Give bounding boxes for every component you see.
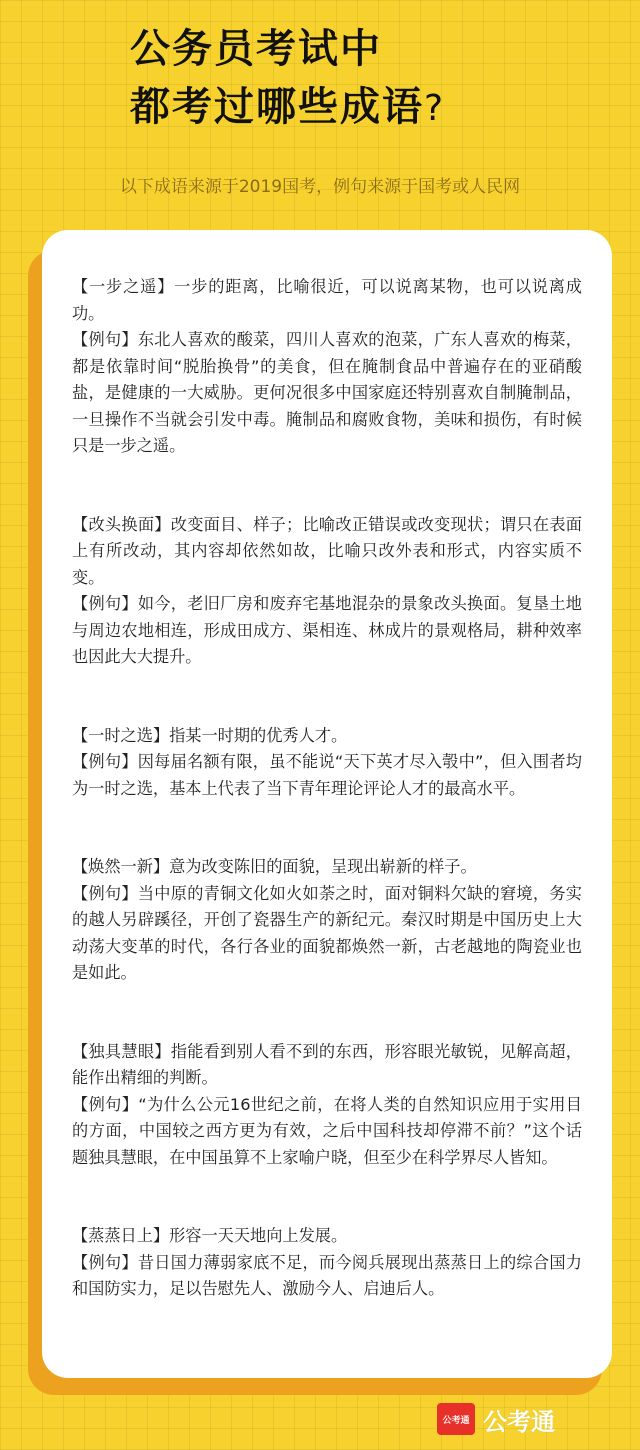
idiom-entry-5 <box>72 1039 582 1172</box>
title-line-2 <box>130 78 445 138</box>
idiom-entry-3 <box>72 723 582 803</box>
title-question-mark: ? <box>424 88 446 129</box>
idiom-example: 【例句】如今，老旧厂房和废弃宅基地混杂的景象改头换面。复垦土地与周边农地相连，形成田成方、渠相连、林成片的景观格局，耕种效率也因此大大提升。 <box>72 594 582 666</box>
idiom-entry-4 <box>72 854 582 987</box>
idiom-definition: 【一时之选】指某一时期的优秀人才。 <box>72 725 348 745</box>
idiom-definition: 【焕然一新】意为改变陈旧的面貌，呈现出崭新的样子。 <box>72 857 477 876</box>
brand-logo <box>437 1402 555 1436</box>
idiom-definition: 【蒸蒸日上】形容一天天地向上发展。 <box>72 1226 348 1245</box>
brand-name: 公考通 <box>483 1407 555 1436</box>
idiom-entry-2 <box>72 512 582 671</box>
idiom-definition: 【独具慧眼】指能看到别人看不到的东西，形容眼光敏锐，见解高超，能作出精细的判断。 <box>72 1041 582 1087</box>
subtitle: 以下成语来源于2019国考，例句来源于国考或人民网 <box>119 177 521 197</box>
page-title <box>130 20 445 138</box>
idiom-example: 【例句】东北人喜欢的酸菜，四川人喜欢的泡菜，广东人喜欢的梅菜，都是依靠时间“脱胎换骨”的美食，但在腌制食品中普遍存在的亚硝酸盐，是健康的一大威胁。更何况很多中国家庭还特别喜欢自制腌制品，一旦操作不当就会引发中毒。腌制品和腐败食物，美味和损伤，有时候只是一步之遥。 <box>72 330 582 455</box>
idiom-definition: 【一步之遥】一步的距离，比喻很近，可以说离某物，也可以说离成功。 <box>72 277 582 323</box>
idiom-definition: 【改头换面】改变面目、样子；比喻改正错误或改变现状；谓只在表面上有所改动，其内容却依然如故，比喻只改外表和形式，内容实质不变。 <box>72 514 582 587</box>
idiom-example: 【例句】因每届名额有限，虽不能说“天下英才尽入彀中”，但入围者均为一时之选，基本上代表了当下青年理论评论人才的最高水平。 <box>72 752 582 798</box>
idiom-example: 【例句】当中原的青铜文化如火如荼之时，面对铜料欠缺的窘境，务实的越人另辟蹊径，开创了瓷器生产的新纪元。秦汉时期是中国历史上大动荡大变革的时代，各行各业的面貌都焕然一新，古老越地的陶瓷业也是如此。 <box>72 883 582 982</box>
brand-badge-icon: 公考通 <box>437 1403 475 1435</box>
idiom-example: 【例句】“为什么公元16世纪之前，在将人类的自然知识应用于实用目的方面，中国较之西方更为有效，之后中国科技却停滞不前？”这个话题独具慧眼，在中国虽算不上家喻户晓，但至少在科学界尽人皆知。 <box>72 1094 582 1167</box>
title-line-1: 公务员考试中 <box>130 26 382 72</box>
idiom-card <box>42 230 612 1378</box>
idiom-entry-6 <box>72 1223 582 1303</box>
title-line-2-text: 都考过哪些成语 <box>130 84 424 130</box>
idiom-entry-1 <box>72 274 582 460</box>
idiom-example: 【例句】昔日国力薄弱家底不足，而今阅兵展现出蒸蒸日上的综合国力和国防实力，足以告慰先人、激励今人、启迪后人。 <box>72 1252 582 1298</box>
